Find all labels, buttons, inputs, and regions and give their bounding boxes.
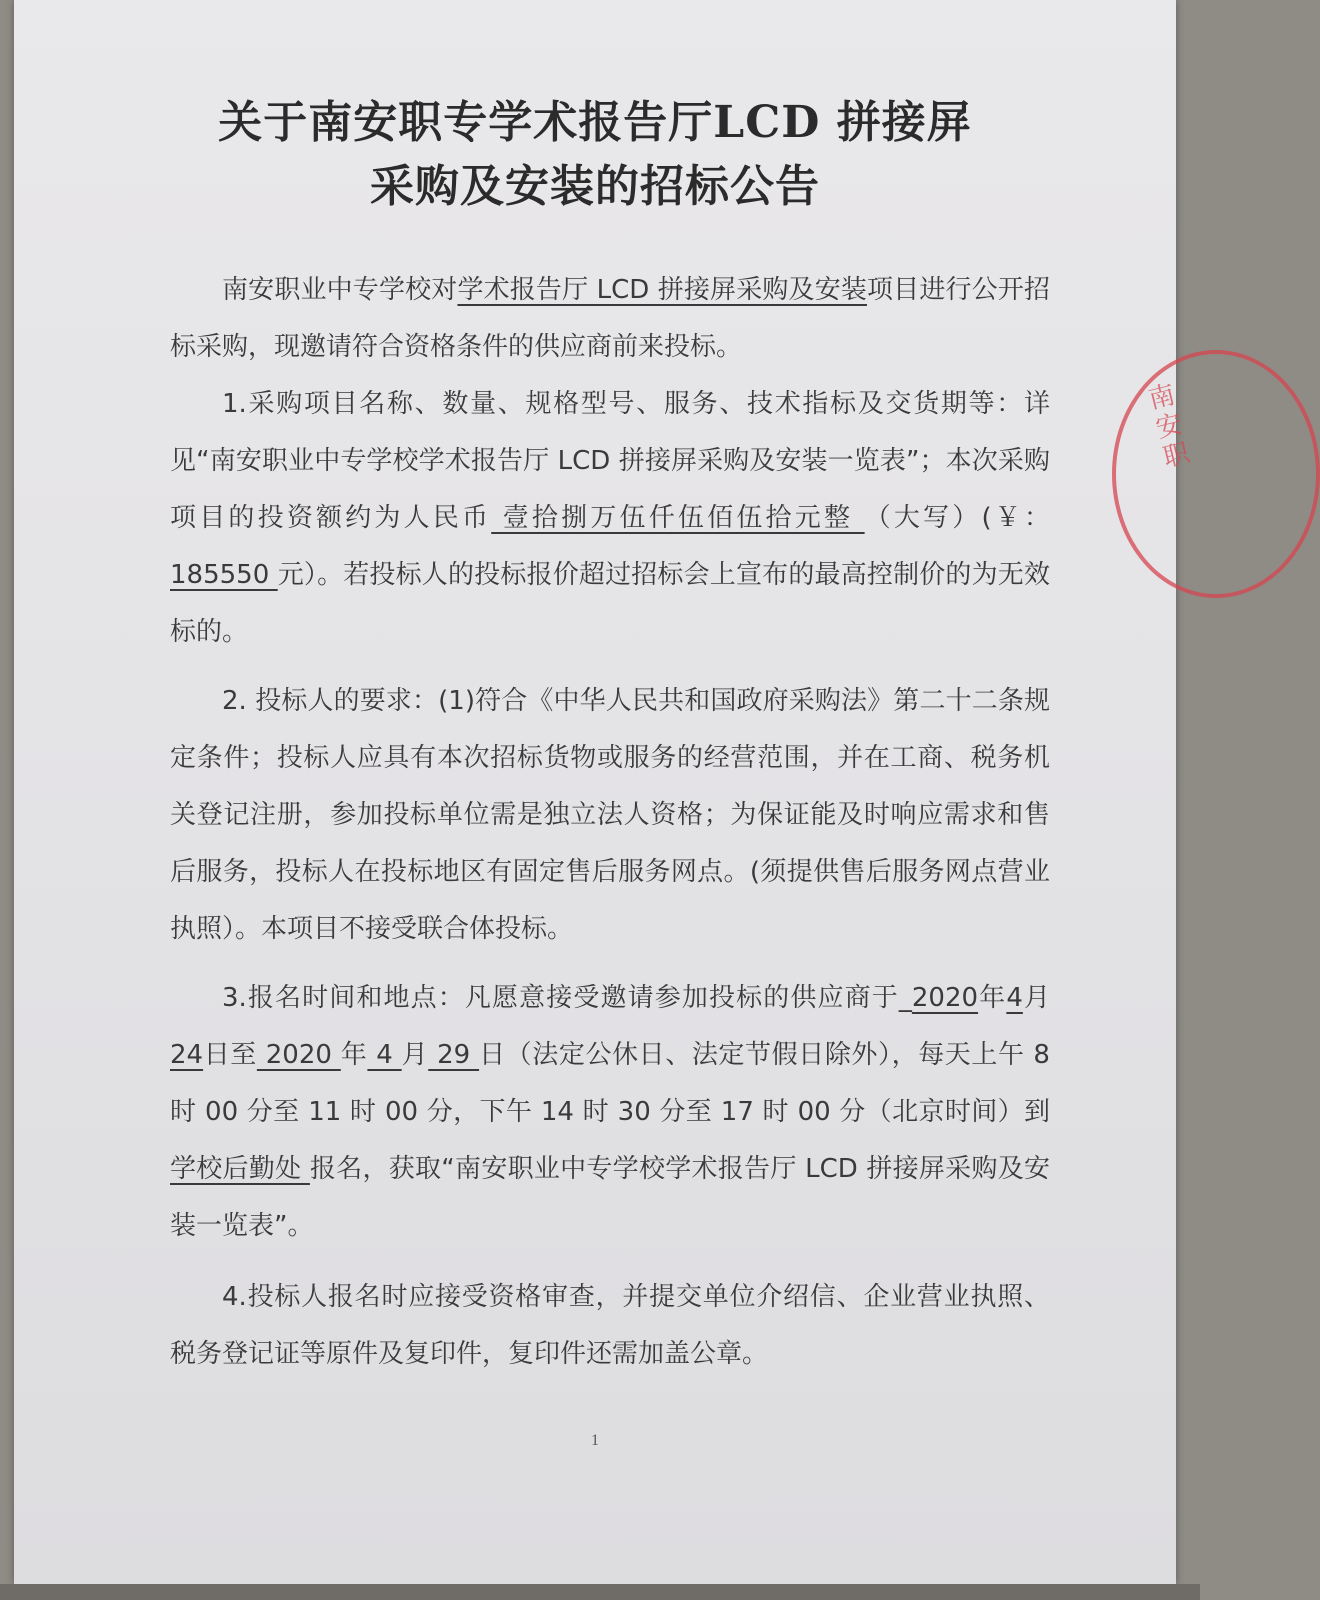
section-3-text-a: 3.报名时间和地点：凡愿意接受邀请参加投标的供应商于_ [222, 983, 912, 1013]
day-to-label: 日至 [203, 1040, 257, 1070]
year-label: 年 [978, 983, 1007, 1013]
section-4-paragraph: 4.投标人报名时应接受资格审查，并提交单位介绍信、企业营业执照、税务登记证等原件及复印件，复印件还需加盖公章。 [170, 1282, 1050, 1369]
registration-place: 学校后勤处 [170, 1154, 310, 1184]
amount-in-words: 壹拾捌万伍仟伍佰伍拾元整 [491, 503, 865, 533]
intro-text-c: 项目进行公开招标采购，现邀请符合资格条件的供应商前来投标。 [170, 275, 1050, 362]
start-day: 24 [170, 1040, 204, 1070]
intro-text-a: 南安职业中专学校对 [222, 275, 458, 305]
amount-in-numbers: 185550 [170, 560, 278, 590]
section-1-text-a: 1.采购项目名称、数量、规格型号、服务、技术指标及交货期等：详见“南安职业中专学校学术报告厅 LCD 拼接屏采购及安装一览表”；本次采购项目的投资额约为人民币 [170, 389, 1050, 533]
project-name-underlined: 学术报告厅 LCD 拼接屏采购及安装 [457, 275, 868, 305]
document-title-line2: 采购及安装的招标公告 [370, 161, 820, 212]
start-month: 4 [1006, 983, 1023, 1013]
section-3-text-b: 日（法定公休日、法定节假日除外），每天上午 8 时 00 分至 11 时 00 分，下午 14 时 30 分至 17 时 00 分（北京时间）到 [170, 1040, 1050, 1127]
year-label-2: 年 [340, 1040, 368, 1070]
section-3-text-c: 报名，获取“南安职业中专学校学术报告厅 LCD 拼接屏采购及安装一览表”。 [170, 1154, 1050, 1241]
intro-paragraph [170, 262, 1050, 376]
section-2-paragraph: 2. 投标人的要求：(1)符合《中华人民共和国政府采购法》第二十二条规定条件；投标人应具有本次招标货物或服务的经营范围，并在工商、税务机关登记注册，参加投标单位需是独立法人资格；为保证能及时响应需求和售后服务，投标人在投标地区有固定售后服务网点。(须提供售后服务网点营业执照）。本项目不接受联合体投标。 [170, 686, 1050, 944]
section-1-text-b: （大写）(￥： [864, 503, 1050, 533]
month-label: 月 [1022, 983, 1050, 1013]
red-seal-stamp [1112, 350, 1320, 598]
document-body [170, 262, 1050, 1383]
month-label-2: 月 [401, 1040, 429, 1070]
seal-text: 南安职 [1145, 379, 1193, 474]
end-month: 4 [367, 1040, 402, 1070]
end-day: 29 [428, 1040, 480, 1070]
desk-background [0, 1584, 1200, 1600]
start-year: 2020 [911, 983, 979, 1013]
end-year: 2020 [256, 1040, 341, 1070]
section-3-paragraph [170, 970, 1050, 1255]
document-page [14, 0, 1193, 1584]
document-title-line1: 关于南安职专学术报告厅LCD 拼接屏 [218, 97, 972, 148]
section-1-text-c: 元）。若投标人的投标报价超过招标会上宣布的最高控制价的为无效标的。 [170, 560, 1050, 647]
section-1-paragraph [170, 376, 1050, 661]
page-number: 1 [591, 1432, 599, 1449]
